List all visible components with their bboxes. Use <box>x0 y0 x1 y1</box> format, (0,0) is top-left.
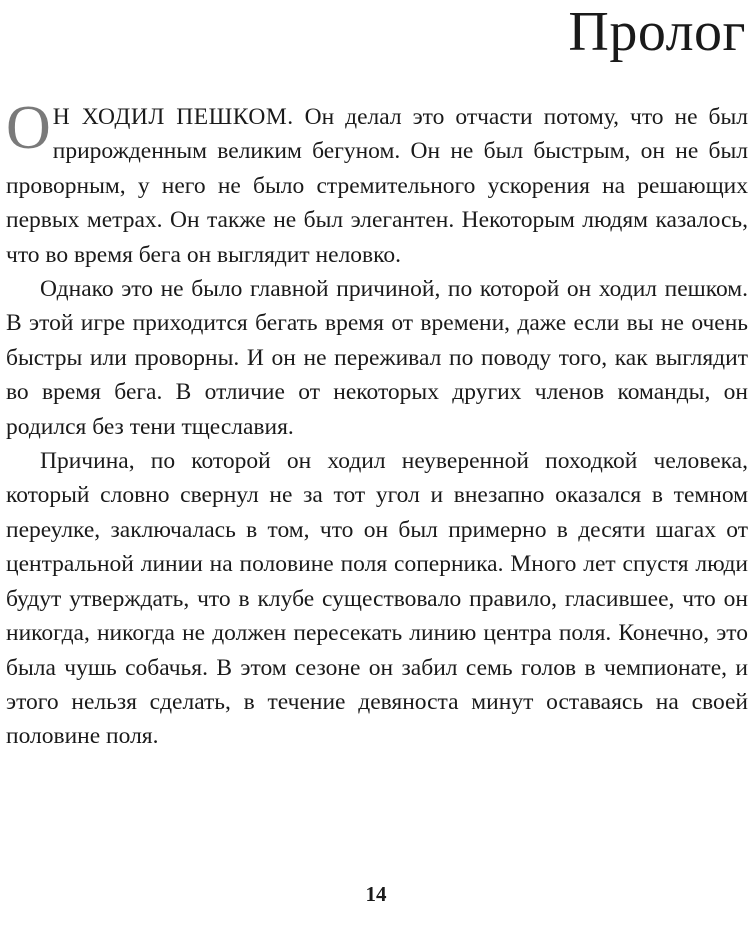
lead-in: Н ХОДИЛ ПЕШКОМ. <box>52 104 294 130</box>
paragraph-2: Однако это не было главной причиной, по которой он ходил пешком. В этой игре приходится бегать время от времени, даже если вы не очень быстры или проворны. И он не переживал по поводу того, как выглядит во время бега. В отличие от некоторых других членов команды, он родился без тени тщеславия. <box>6 276 748 440</box>
paragraph-3: Причина, по которой он ходил неуверенной походкой человека, который словно свернул не за тот угол и внезапно оказался в темном переулке, заключалась в том, что он был примерно в десяти шагах от центральной линии на половине поля соперника. Много лет спустя люди будут утверждать, что в клубе существовало правило, гласившее, что он никогда, никогда не должен пересекать линию центра поля. Конечно, это была чушь собачья. В этом сезоне он забил семь голов в чемпионате, и этого нельзя сделать, в течение девяноста минут оставаясь на своей половине поля. <box>6 448 748 750</box>
chapter-title: Пролог <box>568 1 746 63</box>
body-text <box>6 94 748 754</box>
page-number: 14 <box>365 882 387 906</box>
drop-cap: О <box>6 94 51 162</box>
paragraph-1-text: Он делал это отчасти потому, что не был прирожденным великим бегуном. Он не был быстрым, он не был проворным, у него не было стремительного ускорения на решающих первых метрах. Он также не был элегантен. Некоторым людям казалось, что во время бега он выглядит неловко. <box>6 104 748 268</box>
paragraph-1 <box>6 94 748 272</box>
